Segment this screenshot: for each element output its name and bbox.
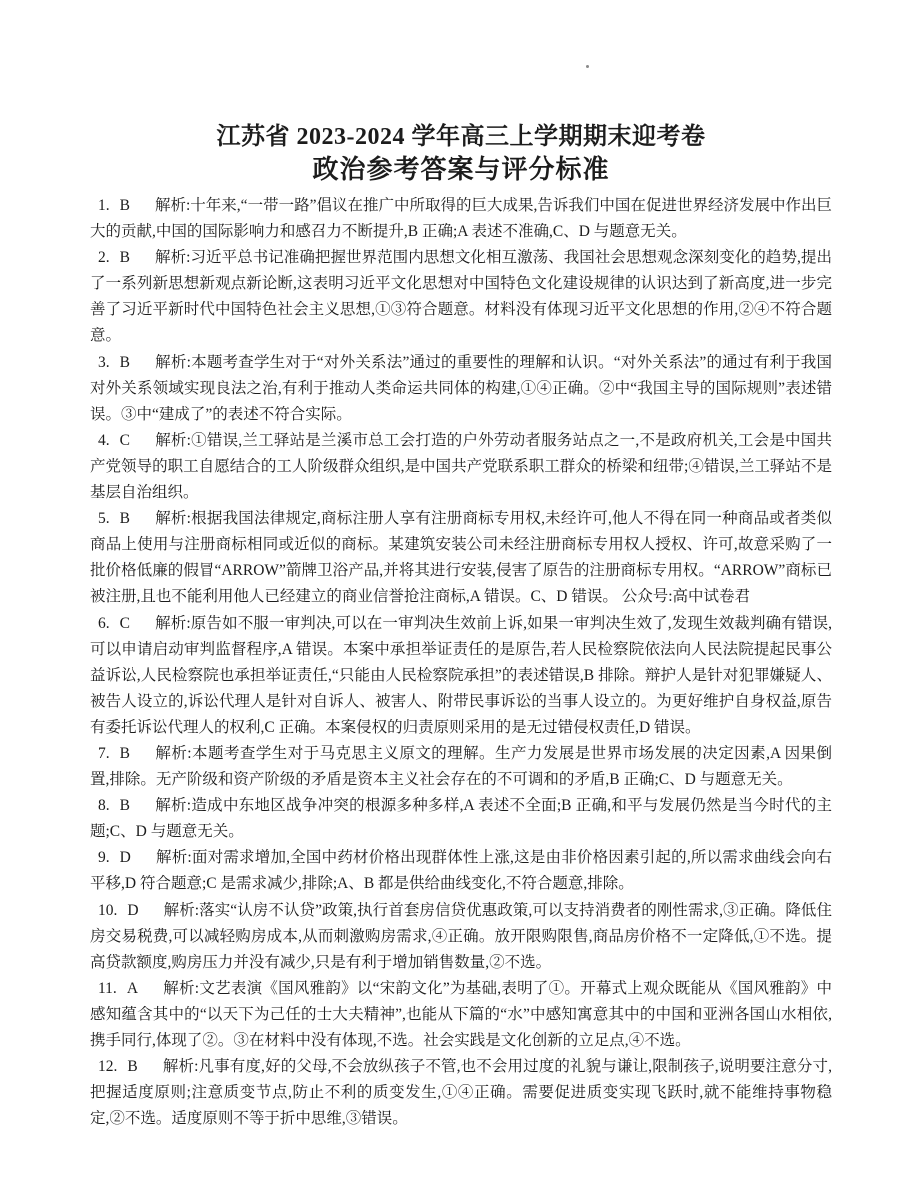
answer-item: [90, 845, 832, 897]
answer-letter: B: [119, 744, 130, 762]
answer-letter: D: [119, 849, 131, 867]
explanation-text: 解析:面对需求增加,全国中药材价格出现群体性上涨,这是由非价格因素引起的,所以需求曲线会向右平移,D 符合题意;C 是需求减少,排除;A、B 都是供给曲线变化,不符合题意,排除。: [90, 849, 832, 893]
answer-list: [90, 193, 832, 1132]
answer-item: [90, 506, 832, 610]
answer-item: [90, 350, 832, 428]
question-number: 11.: [98, 979, 117, 997]
question-number: 1.: [98, 197, 110, 214]
answer-letter: A: [126, 979, 139, 997]
question-number: 12.: [98, 1058, 118, 1076]
answer-letter: B: [119, 353, 130, 371]
answer-letter: B: [119, 249, 130, 267]
explanation-text: 解析:十年来,“一带一路”倡议在推广中所取得的巨大成果,告诉我们中国在促进世界经济发展中作出巨大的贡献,中国的国际影响力和感召力不断提升,B 正确;A 表述不准确,C、D 与题意无关。: [90, 197, 832, 241]
question-number: 5.: [98, 510, 110, 528]
explanation-text: 解析:文艺表演《国风雅韵》以“宋韵文化”为基础,表明了①。开幕式上观众既能从《国风雅韵》中感知蕴含其中的“以天下为己任的士大夫精神”,也能从下篇的“水”中感知寓意其中的中国和亚洲各国山水相依,携手同行,体现了②。③在材料中没有体现,不选。社会实践是文化创新的立足点,④不选。: [90, 979, 832, 1049]
answer-item: [90, 245, 832, 349]
explanation-text: 解析:①错误,兰工驿站是兰溪市总工会打造的户外劳动者服务站点之一,不是政府机关,工会是中国共产党领导的职工自愿结合的工人阶级群众组织,是中国共产党联系职工群众的桥梁和纽带;④错误,兰工驿站不是基层自治组织。: [90, 431, 832, 502]
explanation-text: 解析:根据我国法律规定,商标注册人享有注册商标专用权,未经许可,他人不得在同一种商品或者类似商品上使用与注册商标相同或近似的商标。某建筑安装公司未经注册商标专用权人授权、许可,故意采购了一批价格低廉的假冒“ARROW”箭牌卫浴产品,并将其进行安装,侵害了原告的注册商标专用权。“ARROW”商标已被注册,且也不能利用他人已经建立的商业信誉抢注商标,A 错误。C、D 错误。 公众号:高中试卷君: [90, 510, 832, 606]
answer-item: [90, 898, 832, 976]
answer-item: [90, 611, 832, 741]
question-number: 10.: [98, 901, 118, 919]
answer-item: [90, 428, 832, 506]
explanation-text: 解析:凡事有度,好的父母,不会放纵孩子不管,也不会用过度的礼貌与谦让,限制孩子,说明要注意分寸,把握适度原则;注意质变节点,防止不利的质变发生,①④正确。需要促进质变实现飞跃时,就不能维持事物稳定,②不选。适度原则不等于折中思维,③错误。: [90, 1058, 832, 1128]
answer-letter: B: [119, 797, 130, 815]
answer-item: [90, 1054, 832, 1132]
answer-item: [90, 193, 832, 245]
page-title: 江苏省 2023-2024 学年高三上学期期末迎考卷: [216, 124, 706, 150]
explanation-text: 解析:本题考查学生对于“对外关系法”通过的重要性的理解和认识。“对外关系法”的通过有利于我国对外关系领域实现良法之治,有利于推动人类命运共同体的构建,①④正确。②中“我国主导的国际规则”表述错误。③中“建成了”的表述不符合实际。: [90, 353, 832, 423]
question-number: 9.: [98, 849, 110, 867]
explanation-text: 解析:造成中东地区战争冲突的根源多种多样,A 表述不全面;B 正确,和平与发展仍然是当今时代的主题;C、D 与题意无关。: [90, 797, 832, 841]
document-content: [90, 122, 832, 1132]
answer-letter: D: [127, 901, 139, 919]
answer-item: [90, 741, 832, 793]
answer-letter: B: [119, 197, 130, 214]
answer-item: [90, 793, 832, 845]
answer-letter: C: [119, 431, 130, 449]
answer-letter: B: [119, 510, 130, 528]
question-number: 2.: [98, 249, 110, 267]
explanation-text: 解析:本题考查学生对于马克思主义原文的理解。生产力发展是世界市场发展的决定因素,A 因果倒置,排除。无产阶级和资产阶级的矛盾是资本主义社会存在的不可调和的矛盾,B 正确;C、D 与题意无关。: [90, 744, 832, 789]
question-number: 3.: [98, 353, 110, 371]
answer-item: [90, 976, 832, 1054]
question-number: 8.: [98, 797, 110, 815]
question-number: 7.: [98, 744, 110, 762]
page-mark-dot: [586, 65, 589, 68]
explanation-text: 解析:落实“认房不认贷”政策,执行首套房信贷优惠政策,可以支持消费者的刚性需求,③正确。降低住房交易税费,可以减轻购房成本,从而刺激购房需求,④正确。放开限购限售,商品房价格不一定降低,①不选。提高贷款额度,购房压力并没有减少,只是有利于增加销售数量,②不选。: [90, 901, 832, 971]
page-subtitle: 政治参考答案与评分标准: [312, 155, 610, 184]
explanation-text: 解析:习近平总书记准确把握世界范围内思想文化相互激荡、我国社会思想观念深刻变化的趋势,提出了一系列新思想新观点新论断,这表明习近平文化思想对中国特色文化建设规律的认识达到了新高度,进一步完善了习近平新时代中国特色社会主义思想,①③符合题意。材料没有体现习近平文化思想的作用,②④不符合题意。: [90, 249, 832, 345]
answer-letter: B: [127, 1058, 138, 1076]
answer-letter: C: [119, 614, 130, 632]
question-number: 6.: [98, 614, 110, 632]
question-number: 4.: [98, 431, 110, 449]
explanation-text: 解析:原告如不服一审判决,可以在一审判决生效前上诉,如果一审判决生效了,发现生效裁判确有错误,可以申请启动审判监督程序,A 错误。本案中承担举证责任的是原告,若人民检察院依法向人民法院提起民事公益诉讼,人民检察院也承担举证责任,“只能由人民检察院承担”的表述错误,B 排除。辩护人是针对犯罪嫌疑人、被告人设立的,诉讼代理人是针对自诉人、被害人、附带民事诉讼的当事人设立的。为更好维护自身权益,原告有委托诉讼代理人的权利,C 正确。本案侵权的归责原则采用的是无过错侵权责任,D 错误。: [90, 614, 832, 736]
